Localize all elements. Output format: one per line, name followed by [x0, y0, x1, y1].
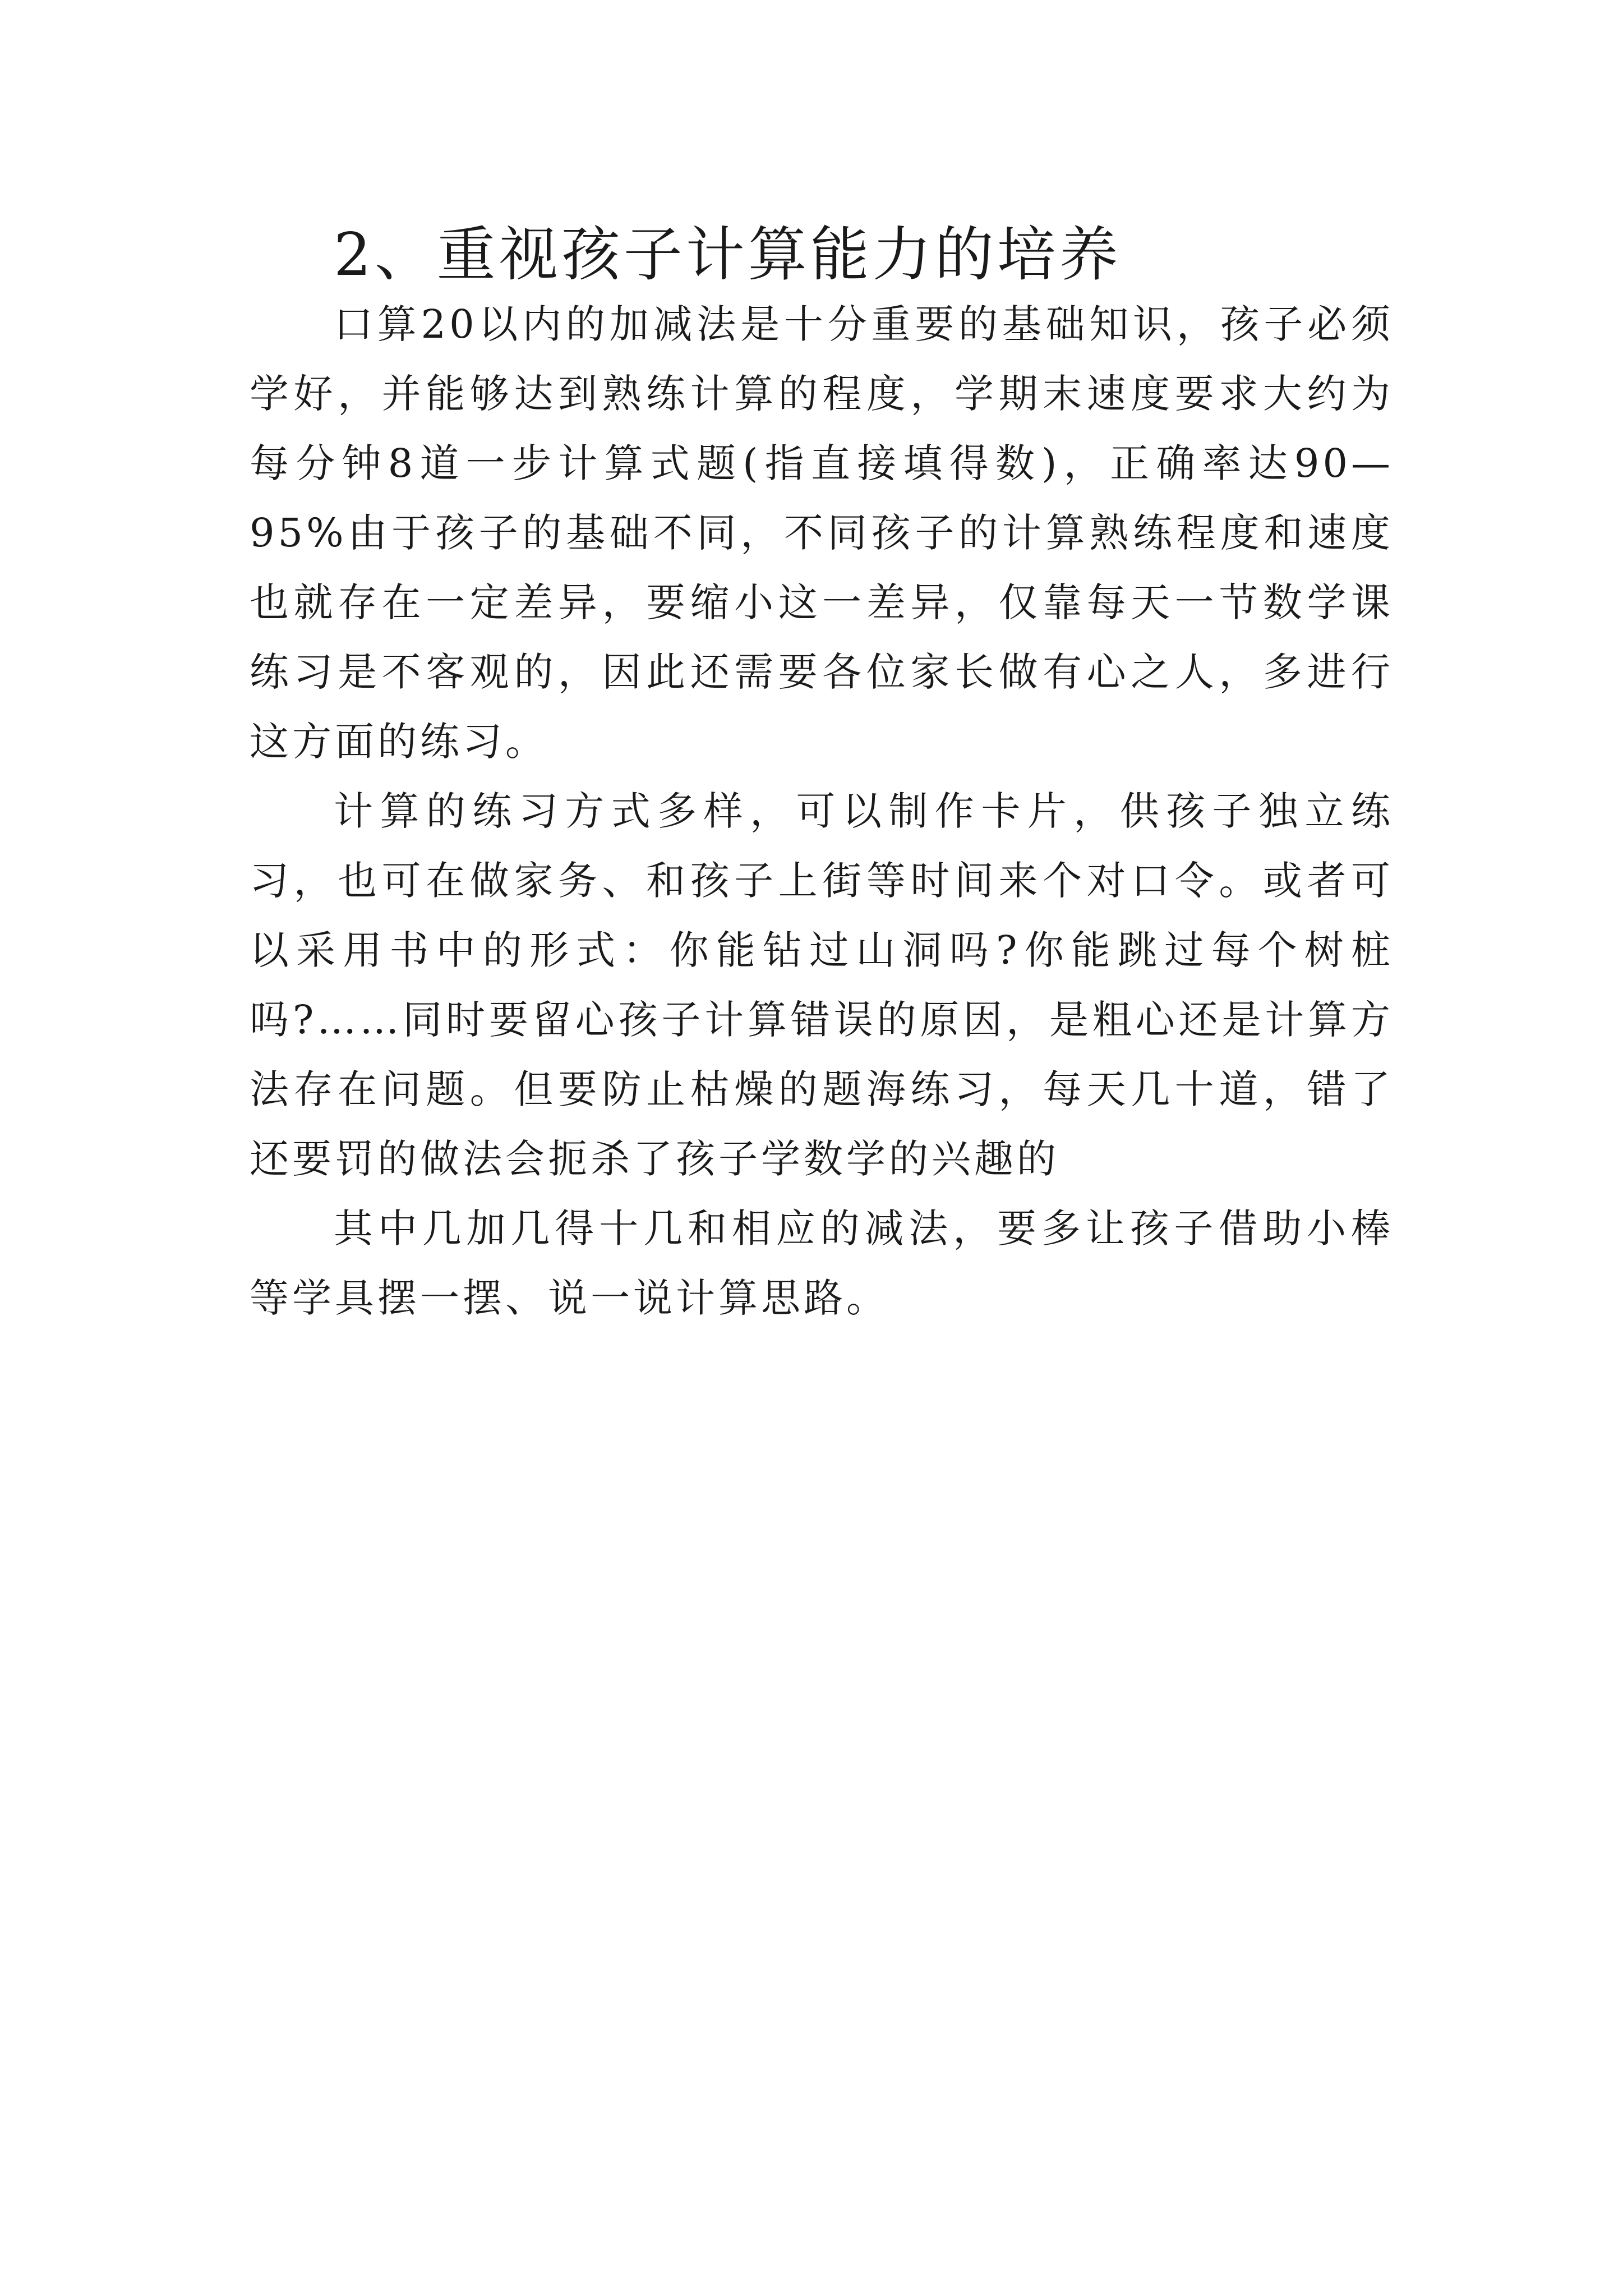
- paragraph-oral-calculation: 口算20以内的加减法是十分重要的基础知识，孩子必须学好，并能够达到熟练计算的程度，学期末速度要求大约为每分钟8道一步计算式题(指直接填得数)，正确率达90—95%由于孩子的基础不同，不同孩子的计算熟练程度和速度也就存在一定差异，要缩小这一差异，仅靠每天一节数学课练习是不客观的，因此还需要各位家长做有心之人，多进行这方面的练习。: [250, 301, 1394, 765]
- paragraph-teen-numbers: 其中几加几得十几和相应的减法，要多让孩子借助小棒等学具摆一摆、说一说计算思路。: [250, 1205, 1394, 1321]
- section-heading: 2、重视孩子计算能力的培养: [334, 220, 1122, 289]
- document-body: [250, 220, 1394, 1333]
- paragraph-practice-methods: 计算的练习方式多样，可以制作卡片，供孩子独立练习，也可在做家务、和孩子上街等时间来个对口令。或者可以采用书中的形式：你能钻过山洞吗?你能跳过每个树桩吗?……同时要留心孩子计算错误的原因，是粗心还是计算方法存在问题。但要防止枯燥的题海练习，每天几十道，错了还要罚的做法会扼杀了孩子学数学的兴趣的: [250, 788, 1394, 1182]
